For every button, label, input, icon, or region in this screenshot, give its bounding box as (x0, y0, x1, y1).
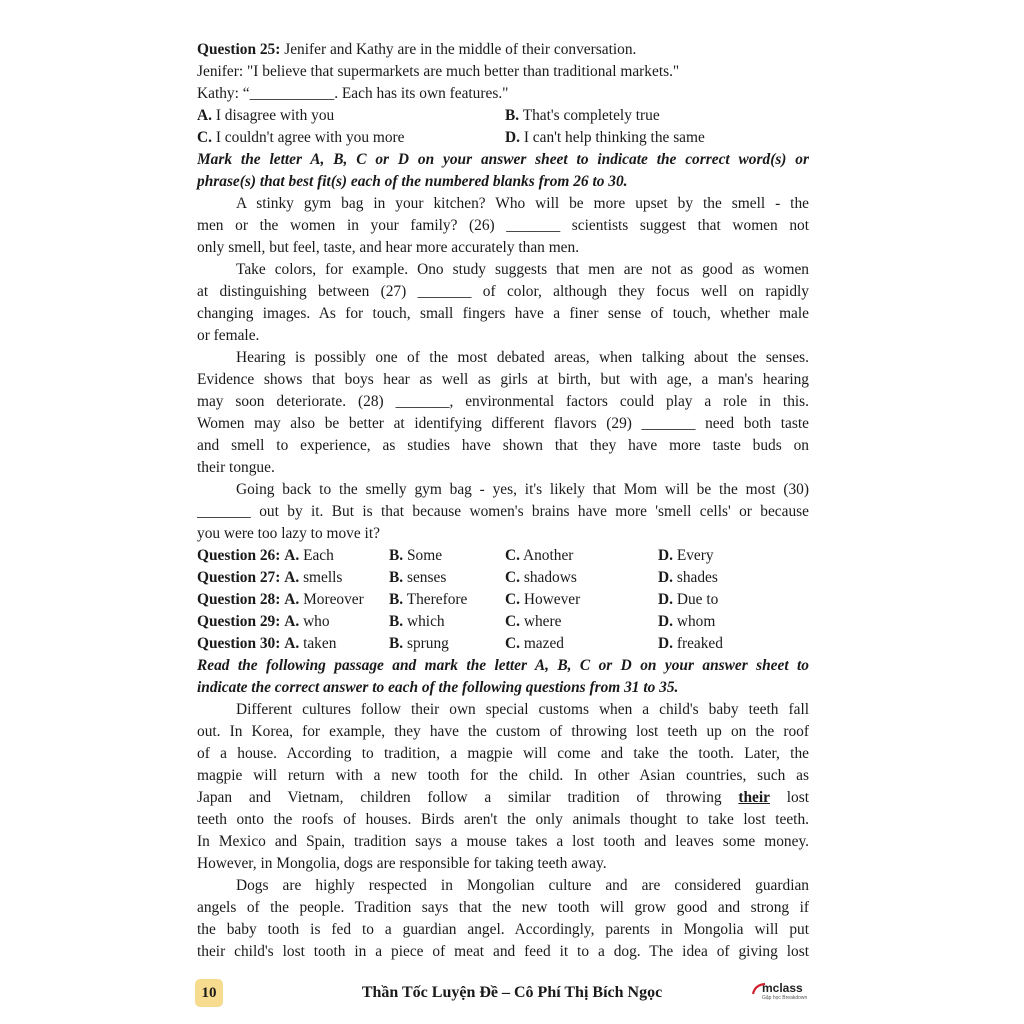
option-letter: C. (197, 129, 212, 146)
option-letter: D. (505, 129, 520, 146)
question-label: Question 29: (197, 613, 281, 630)
underlined-word: their (738, 789, 770, 806)
passage-line: However, in Mongolia, dogs are responsible for taking teeth away. (197, 855, 607, 872)
dialogue-line-kathy: Kathy: “___________. Each has its own features." (197, 85, 509, 102)
option-a (197, 105, 505, 127)
option-letter: D. (658, 547, 673, 564)
option-a-text: Each (303, 547, 334, 564)
option-letter: A. (284, 591, 300, 608)
passage-line: magpie will return with a new tooth for the child. In other Asian countries, such as (197, 767, 809, 784)
option-letter: A. (197, 107, 212, 124)
option-letter: B. (389, 635, 404, 652)
option-d-text: shades (676, 569, 718, 586)
option-d-text: freaked (676, 635, 723, 652)
passage-line: at distinguishing between (27) _______ of color, although they focus well on rapidly (197, 283, 809, 300)
passage-line: changing images. As for touch, small fingers have a finer sense of touch, whether male (197, 305, 809, 322)
option-letter: D. (658, 613, 673, 630)
passage-line: you were too lazy to move it? (197, 525, 380, 542)
passage-line: Evidence shows that boys hear as well as girls at birth, but with age, a man's hearing (197, 371, 809, 388)
option-letter: C. (505, 635, 520, 652)
option-c-text: However (523, 591, 581, 608)
passage-line: Take colors, for example. Ono study suggests that men are not as good as women (236, 261, 809, 278)
option-letter: D. (658, 591, 673, 608)
passage-line: teeth onto the roofs of houses. Birds aren't the only animals thought to take lost teeth. (197, 811, 809, 828)
option-letter: A. (284, 547, 300, 564)
option-c-text: Another (522, 547, 574, 564)
option-letter: B. (505, 107, 520, 124)
option-text: I can't help thinking the same (519, 129, 705, 146)
question-row (197, 567, 809, 589)
passage-line: may soon deteriorate. (28) _______, environmental factors could play a role in this. (197, 393, 809, 410)
option-d-text: whom (676, 613, 716, 630)
option-b-text: Therefore (406, 591, 468, 608)
page-content (197, 39, 809, 963)
option-c-text: shadows (523, 569, 577, 586)
passage-line: Dogs are highly respected in Mongolian culture and are considered guardian (236, 877, 809, 894)
passage-line: and smell to experience, as studies have shown that they have more taste buds on (197, 437, 809, 454)
passage-line: A stinky gym bag in your kitchen? Who will be more upset by the smell - the (236, 195, 809, 212)
question-label: Question 27: (197, 569, 281, 586)
dialogue-line-jenifer: Jenifer: "I believe that supermarkets are much better than traditional markets." (197, 63, 680, 80)
option-b-text: Some (406, 547, 443, 564)
option-letter: C. (505, 547, 520, 564)
question-text: Jenifer and Kathy are in the middle of their conversation. (280, 41, 637, 58)
option-a-text: who (303, 613, 330, 630)
passage-line: Going back to the smelly gym bag - yes, it's likely that Mom will be the most (30) (236, 481, 809, 498)
question-row (197, 545, 809, 567)
option-text: That's completely true (519, 107, 660, 124)
option-c (197, 127, 505, 149)
question-label: Question 30: (197, 635, 281, 652)
passage-line: _______ out by it. But is that because women's brains have more 'smell cells' or because (197, 503, 809, 520)
option-d-text: Due to (676, 591, 719, 608)
passage-line: the baby tooth is fed to a guardian angel. Accordingly, parents in Mongolia will put (197, 921, 809, 938)
options-row (197, 127, 809, 149)
question-row (197, 611, 809, 633)
passage-text: lost (769, 789, 809, 806)
option-letter: A. (284, 613, 300, 630)
option-a-text: smells (303, 569, 343, 586)
instruction-line: phrase(s) that best fit(s) each of the numbered blanks from 26 to 30. (197, 173, 628, 190)
option-letter: B. (389, 591, 404, 608)
option-a-text: Moreover (303, 591, 364, 608)
option-letter: C. (505, 569, 520, 586)
passage-line: only smell, but feel, taste, and hear more accurately than men. (197, 239, 580, 256)
passage-text: Japan and Vietnam, children follow a similar tradition of throwing (197, 789, 739, 806)
option-letter: A. (284, 635, 300, 652)
question-label: Question 26: (197, 547, 281, 564)
passage-line: of a house. According to tradition, a magpie will come and take the tooth. Later, the (197, 745, 809, 762)
passage-line (197, 787, 809, 809)
question-label: Question 25: (197, 41, 281, 58)
passage-line: In Mexico and Spain, tradition says a mouse takes a lost tooth and leaves some money. (197, 833, 809, 850)
option-d (505, 127, 705, 149)
option-letter: D. (658, 635, 673, 652)
instruction-line: Mark the letter A, B, C or D on your answer sheet to indicate the correct word(s) or (197, 151, 809, 168)
passage-line: Hearing is possibly one of the most debated areas, when talking about the senses. (236, 349, 809, 366)
option-text: I couldn't agree with you more (211, 129, 405, 146)
option-letter: D. (658, 569, 673, 586)
logo-tagline: Gặp học Breakdown (762, 995, 808, 1001)
option-b-text: sprung (406, 635, 449, 652)
option-b (505, 105, 660, 127)
passage-line: Women may also be better at identifying different flavors (29) _______ need both taste (197, 415, 809, 432)
option-b-text: senses (406, 569, 447, 586)
question-25-stem (197, 39, 809, 61)
option-letter: B. (389, 569, 404, 586)
option-d-text: Every (676, 547, 714, 564)
question-row (197, 589, 809, 611)
passage-line: Different cultures follow their own special customs when a child's baby teeth fall (236, 701, 809, 718)
passage-line: men or the women in your family? (26) _______ scientists suggest that women not (197, 217, 809, 234)
passage-line: or female. (197, 327, 260, 344)
passage-line: their child's lost tooth in a piece of meat and feed it to a dog. The idea of giving lost (197, 943, 809, 960)
option-letter: A. (284, 569, 300, 586)
options-row (197, 105, 809, 127)
passage-line: out. In Korea, for example, they have the custom of throwing lost teeth up on the roof (197, 723, 809, 740)
instruction-line: Read the following passage and mark the letter A, B, C or D on your answer sheet to (197, 657, 809, 674)
option-text: I disagree with you (211, 107, 335, 124)
passage-line: angels of the people. Tradition says that the new tooth will grow good and strong if (197, 899, 809, 916)
option-c-text: mazed (523, 635, 564, 652)
question-row (197, 633, 809, 655)
option-letter: B. (389, 547, 404, 564)
passage-line: their tongue. (197, 459, 275, 476)
option-a-text: taken (303, 635, 337, 652)
page-number-badge: 10 (195, 979, 223, 1007)
mclass-logo (752, 981, 810, 1007)
option-letter: C. (505, 591, 520, 608)
option-c-text: where (523, 613, 562, 630)
question-label: Question 28: (197, 591, 281, 608)
footer-title: Thần Tốc Luyện Đề – Cô Phí Thị Bích Ngọc (361, 984, 663, 1001)
option-letter: C. (505, 613, 520, 630)
page-footer (0, 979, 1024, 1007)
option-letter: B. (389, 613, 404, 630)
option-b-text: which (406, 613, 445, 630)
instruction-line: indicate the correct answer to each of the following questions from 31 to 35. (197, 679, 679, 696)
logo-text: mclass (762, 981, 803, 995)
